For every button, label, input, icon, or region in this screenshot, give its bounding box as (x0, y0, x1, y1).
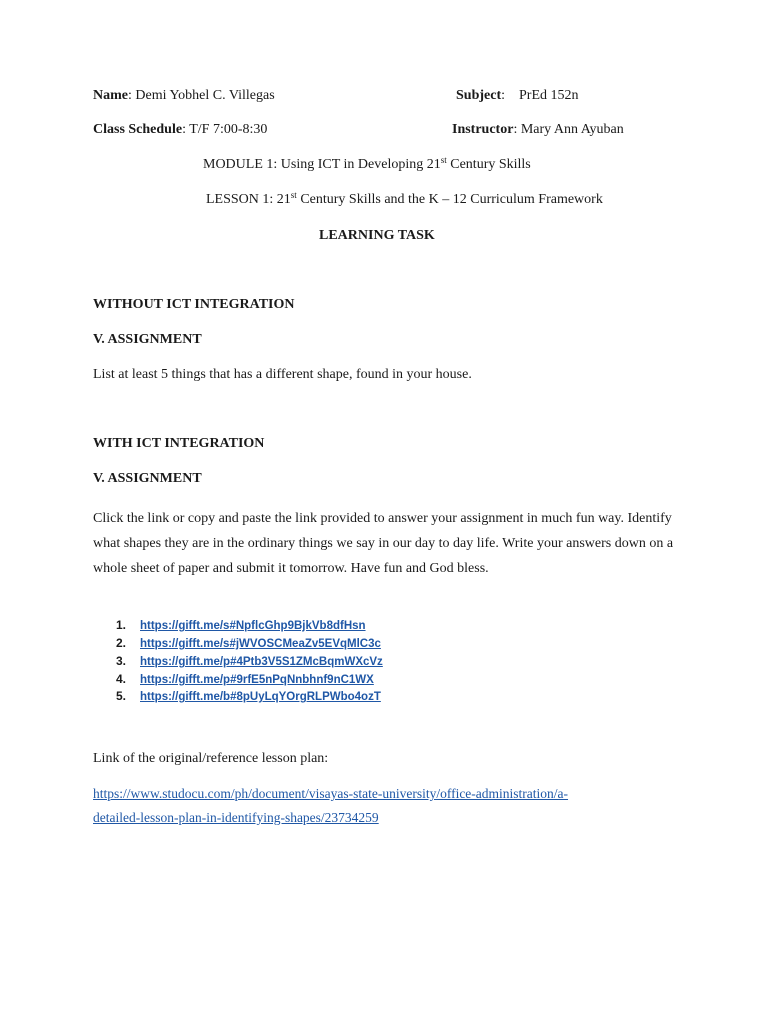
link-number: 2. (116, 636, 127, 650)
subject-value: : PrEd 152n (501, 88, 579, 103)
name-label: Name (93, 88, 128, 103)
name-field (93, 88, 275, 104)
link-item-1 (116, 616, 366, 632)
reference-label: Link of the original/reference lesson plan: (93, 751, 329, 766)
quiz-link-3[interactable]: https://gifft.me/p#4Ptb3V5S1ZMcBqmWXcVz (140, 656, 383, 668)
without-ict-heading: WITHOUT ICT INTEGRATION (93, 297, 295, 312)
instructor-value: : Mary Ann Ayuban (513, 122, 624, 137)
schedule-value: : T/F 7:00-8:30 (182, 122, 268, 137)
subject-label: Subject (456, 88, 502, 103)
with-assignment-text: Click the link or copy and paste the link provided to answer your assignment in much fun way. Identify what shapes they are in the ordinary things we say in our day to day life. Write your answers down on a whole sheet of paper and submit it tomorrow. Have fun and God bless. (93, 511, 674, 576)
quiz-link-4[interactable]: https://gifft.me/p#9rfE5nPqNnbhnf9nC1WX (140, 674, 374, 686)
link-number: 3. (116, 654, 127, 668)
link-item-4 (116, 670, 374, 686)
link-item-2 (116, 634, 381, 650)
link-item-5 (116, 687, 381, 703)
quiz-link-1[interactable]: https://gifft.me/s#NpflcGhp9BjkVb8dfHsn (140, 620, 366, 632)
learning-task-title: LEARNING TASK (319, 228, 435, 243)
link-number: 5. (116, 689, 127, 703)
with-assignment-heading: V. ASSIGNMENT (93, 471, 202, 486)
subject-field (456, 88, 579, 104)
reference-link-line-1[interactable]: https://www.studocu.com/ph/document/visayas-state-university/office-administration/a- (93, 786, 569, 801)
quiz-link-2[interactable]: https://gifft.me/s#jWVOSCMeaZv5EVqMlC3c (140, 638, 381, 650)
instructor-field (452, 122, 624, 138)
link-number: 1. (116, 618, 127, 632)
link-item-3 (116, 652, 383, 668)
lesson-title: LESSON 1: 21st Century Skills and the K – 12 Curriculum Framework (206, 190, 603, 207)
instructor-label: Instructor (452, 122, 514, 137)
link-number: 4. (116, 672, 127, 686)
reference-link-line-2[interactable]: detailed-lesson-plan-in-identifying-shapes/23734259 (93, 810, 379, 825)
schedule-field (93, 122, 267, 138)
quiz-link-5[interactable]: https://gifft.me/b#8pUyLqYOrgRLPWbo4ozT (140, 691, 381, 703)
with-ict-heading: WITH ICT INTEGRATION (93, 436, 265, 451)
name-value: : Demi Yobhel C. Villegas (128, 88, 275, 103)
without-assignment-heading: V. ASSIGNMENT (93, 332, 202, 347)
module-title: MODULE 1: Using ICT in Developing 21st Century Skills (203, 155, 531, 172)
without-assignment-text: List at least 5 things that has a different shape, found in your house. (93, 367, 472, 382)
schedule-label: Class Schedule (93, 122, 183, 137)
